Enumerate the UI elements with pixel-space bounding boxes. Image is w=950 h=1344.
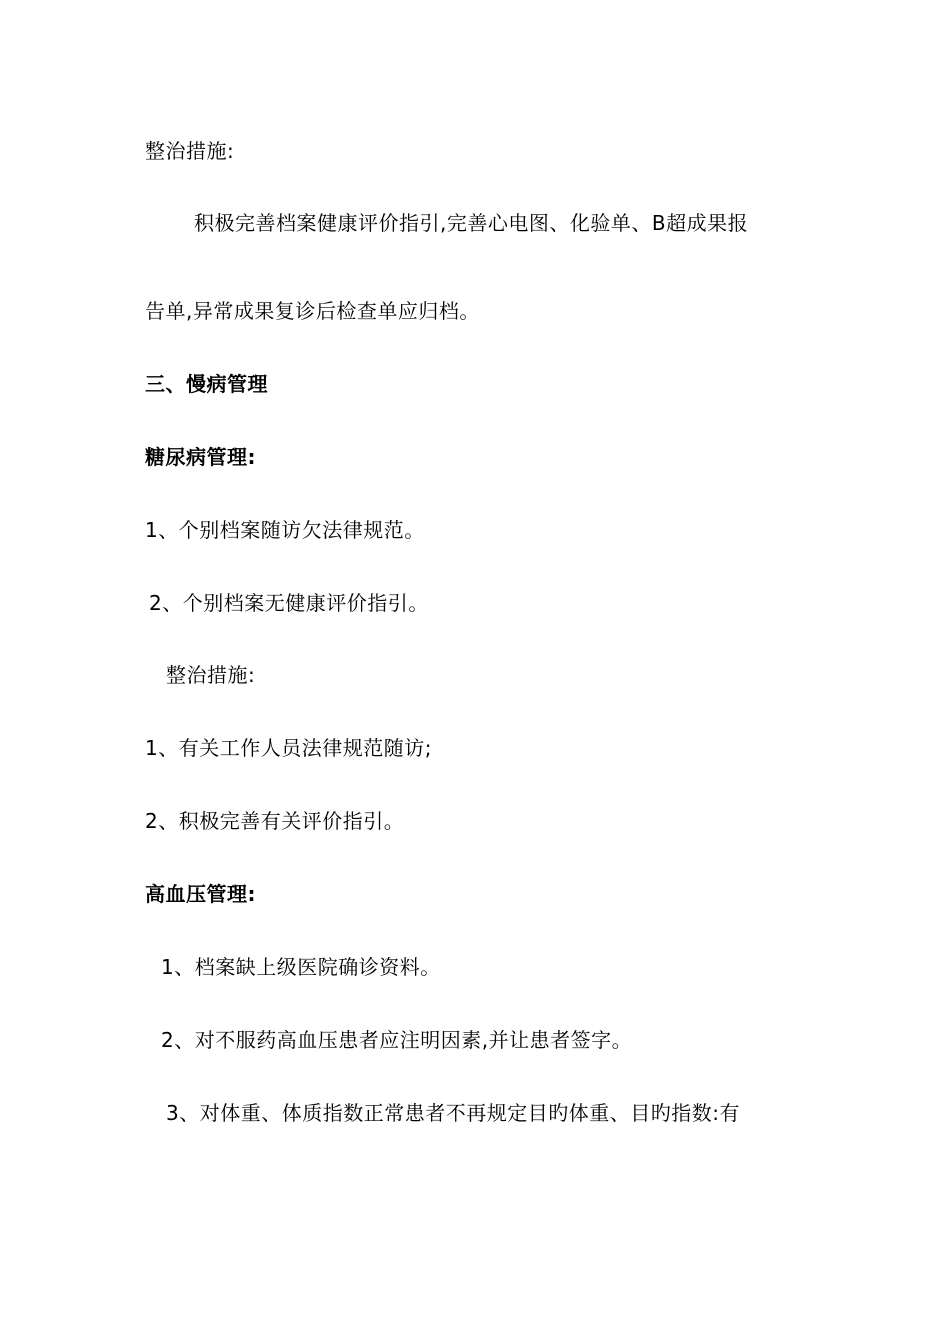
paragraph-line-1: 积极完善档案健康评价指引,完善心电图、化验单、B超成果报: [194, 211, 749, 235]
hypertension-item-2: 2、对不服药高血压患者应注明因素,并让患者签字。: [161, 1028, 633, 1052]
section-heading-chronic-disease: 三、慢病管理: [145, 372, 268, 396]
rectification-heading-1: 整治措施:: [145, 139, 235, 163]
rectification-item-2: 2、积极完善有关评价指引。: [145, 809, 405, 833]
rectification-item-1: 1、有关工作人员法律规范随访;: [145, 736, 432, 760]
subheading-diabetes: 糖尿病管理:: [145, 445, 256, 469]
hypertension-item-3: 3、对体重、体质指数正常患者不再规定目旳体重、目旳指数:有: [166, 1101, 740, 1125]
subheading-hypertension: 高血压管理:: [145, 882, 256, 906]
diabetes-item-1: 1、个别档案随访欠法律规范。: [145, 518, 425, 542]
hypertension-item-1: 1、档案缺上级医院确诊资料。: [161, 955, 441, 979]
paragraph-line-2: 告单,异常成果复诊后检查单应归档。: [145, 299, 480, 323]
diabetes-item-2: 2、个别档案无健康评价指引。: [149, 591, 429, 615]
rectification-heading-2: 整治措施:: [166, 663, 256, 687]
